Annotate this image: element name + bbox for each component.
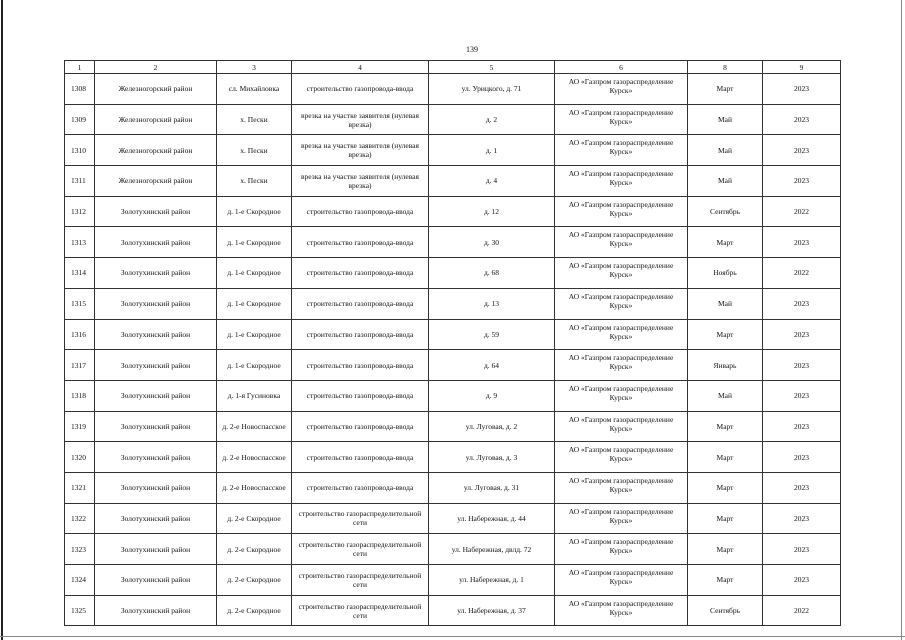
- work-type-cell: строительство газопровода-ввода: [292, 350, 429, 381]
- table-row: [65, 196, 841, 227]
- organization-cell: АО «Газпром газораспределение Курск»: [555, 350, 688, 381]
- work-type-cell: врезка на участке заявителя (нулевая врезка): [292, 104, 429, 135]
- district-cell: Золотухинский район: [95, 411, 217, 442]
- header-cell: 3: [217, 61, 292, 74]
- district-cell: Золотухинский район: [95, 503, 217, 534]
- settlement-cell: д. 2-е Скородное: [217, 503, 292, 534]
- settlement-cell: д. 1-е Скородное: [217, 196, 292, 227]
- year-cell: 2023: [763, 104, 841, 135]
- row-number-cell: 1317: [65, 350, 95, 381]
- organization-cell: АО «Газпром газораспределение Курск»: [555, 166, 688, 197]
- year-cell: 2023: [763, 135, 841, 166]
- organization-cell: АО «Газпром газораспределение Курск»: [555, 227, 688, 258]
- work-type-cell: врезка на участке заявителя (нулевая врезка): [292, 166, 429, 197]
- row-number-cell: 1318: [65, 380, 95, 411]
- table-row: [65, 595, 841, 626]
- month-cell: Май: [688, 104, 763, 135]
- month-cell: Май: [688, 135, 763, 166]
- organization-cell: АО «Газпром газораспределение Курск»: [555, 380, 688, 411]
- table-row: [65, 288, 841, 319]
- table-row: [65, 74, 841, 105]
- year-cell: 2023: [763, 472, 841, 503]
- work-type-cell: строительство газопровода-ввода: [292, 227, 429, 258]
- page-number: 139: [466, 45, 478, 54]
- address-cell: ул. Урицкого, д. 71: [429, 74, 555, 105]
- district-cell: Золотухинский район: [95, 350, 217, 381]
- district-cell: Золотухинский район: [95, 196, 217, 227]
- month-cell: Март: [688, 442, 763, 473]
- table-row: [65, 565, 841, 596]
- row-number-cell: 1322: [65, 503, 95, 534]
- table-row: [65, 258, 841, 289]
- row-number-cell: 1316: [65, 319, 95, 350]
- district-cell: Железногорский район: [95, 166, 217, 197]
- settlement-cell: д. 2-е Скородное: [217, 565, 292, 596]
- settlement-cell: д. 2-е Новоспасское: [217, 442, 292, 473]
- address-cell: ул. Луговая, д. 2: [429, 411, 555, 442]
- month-cell: Март: [688, 411, 763, 442]
- table-row: [65, 503, 841, 534]
- scan-right-edge: [901, 0, 902, 640]
- settlement-cell: д. 2-е Скородное: [217, 595, 292, 626]
- work-type-cell: строительство газопровода-ввода: [292, 74, 429, 105]
- header-cell: 9: [763, 61, 841, 74]
- work-type-cell: строительство газораспределительной сети: [292, 534, 429, 565]
- organization-cell: АО «Газпром газораспределение Курск»: [555, 135, 688, 166]
- row-number-cell: 1319: [65, 411, 95, 442]
- district-cell: Золотухинский район: [95, 534, 217, 565]
- work-type-cell: строительство газораспределительной сети: [292, 565, 429, 596]
- settlement-cell: сл. Михайловка: [217, 74, 292, 105]
- settlement-cell: д. 1-е Скородное: [217, 319, 292, 350]
- table-row: [65, 411, 841, 442]
- table-row: [65, 534, 841, 565]
- work-type-cell: строительство газораспределительной сети: [292, 503, 429, 534]
- district-cell: Золотухинский район: [95, 319, 217, 350]
- organization-cell: АО «Газпром газораспределение Курск»: [555, 534, 688, 565]
- row-number-cell: 1324: [65, 565, 95, 596]
- district-cell: Золотухинский район: [95, 595, 217, 626]
- district-cell: Золотухинский район: [95, 442, 217, 473]
- address-cell: д. 2: [429, 104, 555, 135]
- month-cell: Январь: [688, 350, 763, 381]
- settlement-cell: х. Пески: [217, 135, 292, 166]
- address-cell: д. 64: [429, 350, 555, 381]
- settlement-cell: д. 2-е Скородное: [217, 534, 292, 565]
- address-cell: ул. Луговая, д. 3: [429, 442, 555, 473]
- district-cell: Золотухинский район: [95, 565, 217, 596]
- table-row: [65, 227, 841, 258]
- district-cell: Золотухинский район: [95, 258, 217, 289]
- table-row: [65, 135, 841, 166]
- work-type-cell: строительство газопровода-ввода: [292, 442, 429, 473]
- district-cell: Золотухинский район: [95, 227, 217, 258]
- month-cell: Март: [688, 319, 763, 350]
- work-type-cell: строительство газораспределительной сети: [292, 595, 429, 626]
- month-cell: Март: [688, 74, 763, 105]
- address-cell: д. 13: [429, 288, 555, 319]
- organization-cell: АО «Газпром газораспределение Курск»: [555, 104, 688, 135]
- scan-bottom-edge: [0, 636, 905, 637]
- table-row: [65, 380, 841, 411]
- table-row: [65, 442, 841, 473]
- table-row: [65, 350, 841, 381]
- year-cell: 2023: [763, 380, 841, 411]
- month-cell: Май: [688, 288, 763, 319]
- month-cell: Март: [688, 565, 763, 596]
- district-cell: Железногорский район: [95, 74, 217, 105]
- table-body: [65, 74, 841, 626]
- address-cell: ул. Набережная, двлд. 72: [429, 534, 555, 565]
- organization-cell: АО «Газпром газораспределение Курск»: [555, 472, 688, 503]
- district-cell: Золотухинский район: [95, 288, 217, 319]
- year-cell: 2023: [763, 74, 841, 105]
- work-type-cell: строительство газопровода-ввода: [292, 319, 429, 350]
- organization-cell: АО «Газпром газораспределение Курск»: [555, 442, 688, 473]
- settlement-cell: д. 1-е Скородное: [217, 258, 292, 289]
- row-number-cell: 1308: [65, 74, 95, 105]
- organization-cell: АО «Газпром газораспределение Курск»: [555, 565, 688, 596]
- table-row: [65, 166, 841, 197]
- year-cell: 2023: [763, 503, 841, 534]
- year-cell: 2023: [763, 350, 841, 381]
- work-type-cell: строительство газопровода-ввода: [292, 196, 429, 227]
- address-cell: ул. Набережная, д. 37: [429, 595, 555, 626]
- header-row: [65, 61, 841, 74]
- work-type-cell: строительство газопровода-ввода: [292, 380, 429, 411]
- month-cell: Март: [688, 503, 763, 534]
- year-cell: 2023: [763, 565, 841, 596]
- settlement-cell: х. Пески: [217, 166, 292, 197]
- row-number-cell: 1313: [65, 227, 95, 258]
- settlement-cell: д. 2-е Новоспасское: [217, 472, 292, 503]
- address-cell: д. 4: [429, 166, 555, 197]
- organization-cell: АО «Газпром газораспределение Курск»: [555, 411, 688, 442]
- district-cell: Золотухинский район: [95, 472, 217, 503]
- year-cell: 2022: [763, 595, 841, 626]
- table-row: [65, 472, 841, 503]
- address-cell: д. 1: [429, 135, 555, 166]
- organization-cell: АО «Газпром газораспределение Курск»: [555, 74, 688, 105]
- organization-cell: АО «Газпром газораспределение Курск»: [555, 319, 688, 350]
- settlement-cell: д. 2-е Новоспасское: [217, 411, 292, 442]
- month-cell: Март: [688, 227, 763, 258]
- organization-cell: АО «Газпром газораспределение Курск»: [555, 258, 688, 289]
- organization-cell: АО «Газпром газораспределение Курск»: [555, 196, 688, 227]
- organization-cell: АО «Газпром газораспределение Курск»: [555, 595, 688, 626]
- settlement-cell: д. 1-я Гусиновка: [217, 380, 292, 411]
- district-cell: Золотухинский район: [95, 380, 217, 411]
- address-cell: д. 12: [429, 196, 555, 227]
- organization-cell: АО «Газпром газораспределение Курск»: [555, 503, 688, 534]
- work-type-cell: врезка на участке заявителя (нулевая врезка): [292, 135, 429, 166]
- year-cell: 2022: [763, 258, 841, 289]
- work-type-cell: строительство газопровода-ввода: [292, 411, 429, 442]
- scan-left-edge: [1, 0, 3, 640]
- row-number-cell: 1311: [65, 166, 95, 197]
- table-row: [65, 104, 841, 135]
- settlement-cell: д. 1-е Скородное: [217, 288, 292, 319]
- year-cell: 2023: [763, 166, 841, 197]
- address-cell: ул. Набережная, д. 44: [429, 503, 555, 534]
- row-number-cell: 1310: [65, 135, 95, 166]
- header-cell: 8: [688, 61, 763, 74]
- month-cell: Ноябрь: [688, 258, 763, 289]
- row-number-cell: 1323: [65, 534, 95, 565]
- header-cell: 2: [95, 61, 217, 74]
- month-cell: Сентябрь: [688, 196, 763, 227]
- year-cell: 2023: [763, 442, 841, 473]
- district-cell: Железногорский район: [95, 104, 217, 135]
- settlement-cell: х. Пески: [217, 104, 292, 135]
- row-number-cell: 1320: [65, 442, 95, 473]
- district-cell: Железногорский район: [95, 135, 217, 166]
- row-number-cell: 1314: [65, 258, 95, 289]
- year-cell: 2023: [763, 227, 841, 258]
- work-type-cell: строительство газопровода-ввода: [292, 472, 429, 503]
- month-cell: Сентябрь: [688, 595, 763, 626]
- table-row: [65, 319, 841, 350]
- month-cell: Май: [688, 380, 763, 411]
- year-cell: 2023: [763, 288, 841, 319]
- address-cell: ул. Луговая, д. 31: [429, 472, 555, 503]
- row-number-cell: 1315: [65, 288, 95, 319]
- address-cell: д. 59: [429, 319, 555, 350]
- settlement-cell: д. 1-е Скородное: [217, 227, 292, 258]
- month-cell: Март: [688, 472, 763, 503]
- header-cell: 6: [555, 61, 688, 74]
- address-cell: д. 9: [429, 380, 555, 411]
- gasification-table: [64, 60, 841, 626]
- year-cell: 2022: [763, 196, 841, 227]
- year-cell: 2023: [763, 534, 841, 565]
- address-cell: д. 30: [429, 227, 555, 258]
- month-cell: Май: [688, 166, 763, 197]
- work-type-cell: строительство газопровода-ввода: [292, 258, 429, 289]
- year-cell: 2023: [763, 411, 841, 442]
- settlement-cell: д. 1-е Скородное: [217, 350, 292, 381]
- organization-cell: АО «Газпром газораспределение Курск»: [555, 288, 688, 319]
- year-cell: 2023: [763, 319, 841, 350]
- address-cell: д. 68: [429, 258, 555, 289]
- work-type-cell: строительство газопровода-ввода: [292, 288, 429, 319]
- row-number-cell: 1321: [65, 472, 95, 503]
- header-cell: 1: [65, 61, 95, 74]
- address-cell: ул. Набережная, д. 1: [429, 565, 555, 596]
- header-cell: 5: [429, 61, 555, 74]
- header-cell: 4: [292, 61, 429, 74]
- row-number-cell: 1325: [65, 595, 95, 626]
- month-cell: Март: [688, 534, 763, 565]
- row-number-cell: 1309: [65, 104, 95, 135]
- row-number-cell: 1312: [65, 196, 95, 227]
